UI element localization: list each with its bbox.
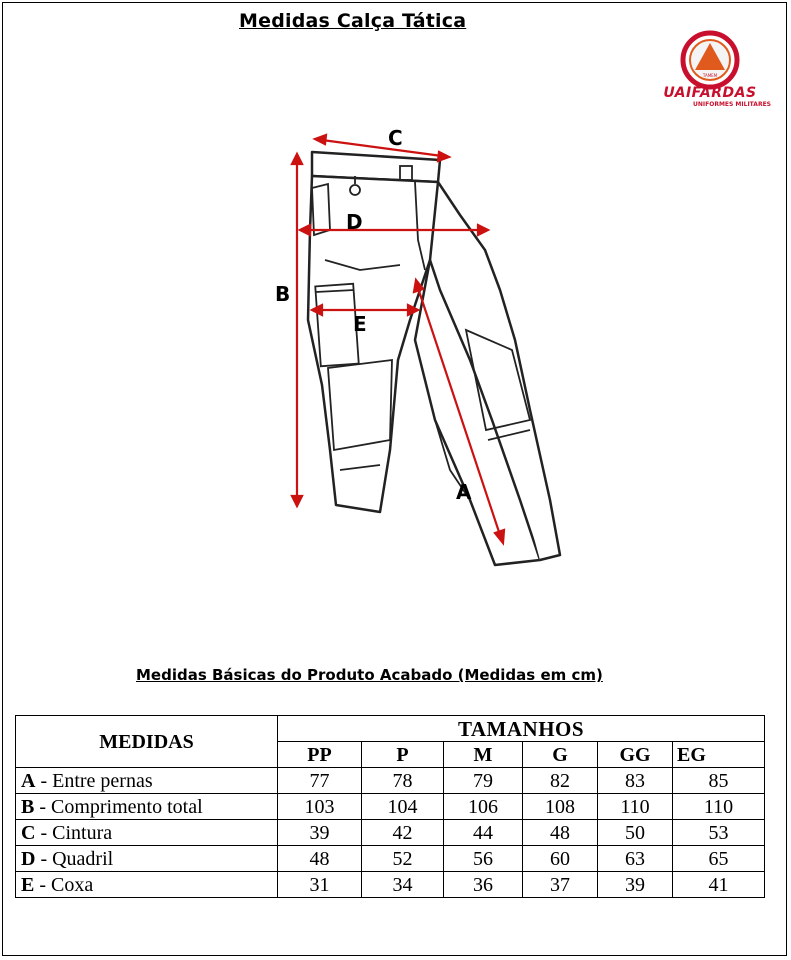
row-key: B <box>21 795 35 818</box>
page-title: Medidas Calça Tática <box>239 10 467 32</box>
table-cell: 106 <box>444 794 523 820</box>
table-cell: 48 <box>278 846 362 872</box>
table-cell: 63 <box>598 846 673 872</box>
table-cell: 52 <box>362 846 444 872</box>
row-label <box>16 794 278 820</box>
table-cell: 39 <box>278 820 362 846</box>
table-cell: 36 <box>444 872 523 898</box>
row-label <box>16 872 278 898</box>
row-key: E <box>21 873 35 896</box>
row-desc: - Coxa <box>34 873 94 896</box>
table-cell: 85 <box>673 768 765 794</box>
label-a: A <box>456 480 472 504</box>
table-cell: 53 <box>673 820 765 846</box>
table-cell: 103 <box>278 794 362 820</box>
table-cell: 82 <box>523 768 598 794</box>
table-row <box>16 820 765 846</box>
row-desc: - Comprimento total <box>34 795 203 818</box>
table-cell: 78 <box>362 768 444 794</box>
size-header-p: P <box>362 742 444 768</box>
table-cell: 31 <box>278 872 362 898</box>
svg-text:TAMEM: TAMEM <box>702 73 718 78</box>
size-header-gg: GG <box>598 742 673 768</box>
table-row <box>16 846 765 872</box>
table-title: Medidas Básicas do Produto Acabado (Medidas em cm) <box>136 666 603 684</box>
size-header-m: M <box>444 742 523 768</box>
table-cell: 41 <box>673 872 765 898</box>
table-cell: 37 <box>523 872 598 898</box>
pants-illustration <box>230 120 590 580</box>
label-e: E <box>353 312 367 336</box>
table-cell: 65 <box>673 846 765 872</box>
size-header-g: G <box>523 742 598 768</box>
pants-diagram <box>230 120 590 585</box>
size-header-eg: EG <box>673 742 765 768</box>
table-cell: 48 <box>523 820 598 846</box>
row-desc: - Entre pernas <box>35 769 153 792</box>
logo-brand: UAIFARDAS <box>663 85 757 101</box>
table-cell: 42 <box>362 820 444 846</box>
header-tamanhos: TAMANHOS <box>278 716 765 742</box>
label-d: D <box>346 210 363 234</box>
table-row <box>16 872 765 898</box>
table-row <box>16 794 765 820</box>
size-table <box>15 715 765 898</box>
row-desc: - Quadril <box>35 847 114 870</box>
table-cell: 110 <box>598 794 673 820</box>
row-label <box>16 768 278 794</box>
logo-tagline: UNIFORMES MILITARES <box>693 101 771 108</box>
table-cell: 77 <box>278 768 362 794</box>
row-label <box>16 846 278 872</box>
label-b: B <box>275 282 291 306</box>
table-cell: 56 <box>444 846 523 872</box>
row-label <box>16 820 278 846</box>
table-cell: 79 <box>444 768 523 794</box>
table-row <box>16 768 765 794</box>
row-key: A <box>21 769 36 792</box>
size-header-pp: PP <box>278 742 362 768</box>
row-key: D <box>21 847 36 870</box>
row-key: C <box>21 821 36 844</box>
table-cell: 44 <box>444 820 523 846</box>
header-medidas: MEDIDAS <box>16 716 278 768</box>
label-c: C <box>388 126 403 150</box>
table-cell: 110 <box>673 794 765 820</box>
table-cell: 60 <box>523 846 598 872</box>
table-cell: 34 <box>362 872 444 898</box>
table-cell: 108 <box>523 794 598 820</box>
table-cell: 50 <box>598 820 673 846</box>
row-desc: - Cintura <box>35 821 113 844</box>
table-cell: 104 <box>362 794 444 820</box>
brand-logo <box>645 30 775 112</box>
table-cell: 83 <box>598 768 673 794</box>
table-cell: 39 <box>598 872 673 898</box>
